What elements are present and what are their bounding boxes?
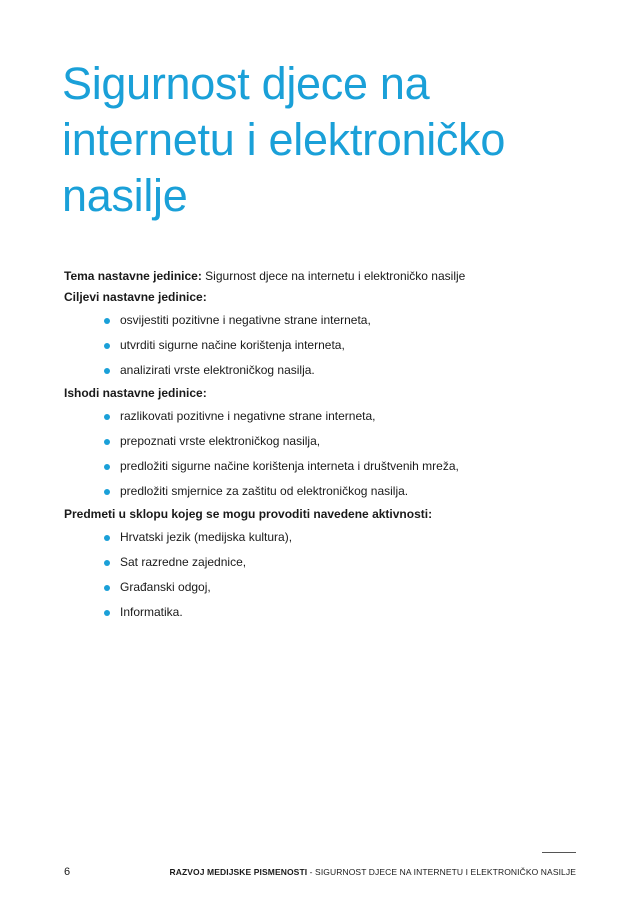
title-line: nasilje <box>62 170 188 221</box>
list-item: Informatika. <box>64 600 584 625</box>
topic-value: Sigurnost djece na internetu i elektroničko nasilje <box>201 269 466 283</box>
title-line: Sigurnost djece na <box>62 58 430 109</box>
list-item: osvijestiti pozitivne i negativne strane interneta, <box>64 308 584 333</box>
bullet-icon <box>104 464 110 470</box>
subjects-heading: Predmeti u sklopu kojeg se mogu provoditi navedene aktivnosti: <box>64 507 433 521</box>
list-item: razlikovati pozitivne i negativne strane interneta, <box>64 404 584 429</box>
list-item: Hrvatski jezik (medijska kultura), <box>64 525 584 550</box>
bullet-icon <box>104 610 110 616</box>
footer-series: RAZVOJ MEDIJSKE PISMENOSTI <box>169 867 308 877</box>
list-item: utvrditi sigurne načine korištenja interneta, <box>64 333 584 358</box>
goals-heading: Ciljevi nastavne jedinice: <box>64 290 207 304</box>
list-item: analizirati vrste elektroničkog nasilja. <box>64 358 584 383</box>
footer-rule <box>542 852 576 853</box>
outcomes-heading: Ishodi nastavne jedinice: <box>64 386 207 400</box>
bullet-icon <box>104 318 110 324</box>
bullet-icon <box>104 585 110 591</box>
lesson-body <box>64 266 584 625</box>
bullet-icon <box>104 414 110 420</box>
bullet-icon <box>104 560 110 566</box>
list-item: predložiti smjernice za zaštitu od elektroničkog nasilja. <box>64 479 584 504</box>
list-item: Sat razredne zajednice, <box>64 550 584 575</box>
list-item: Građanski odgoj, <box>64 575 584 600</box>
bullet-icon <box>104 489 110 495</box>
title-line: internetu i elektroničko <box>62 114 506 165</box>
bullet-icon <box>104 535 110 541</box>
list-item: predložiti sigurne načine korištenja interneta i društvenih mreža, <box>64 454 584 479</box>
list-item: prepoznati vrste elektroničkog nasilja, <box>64 429 584 454</box>
bullet-icon <box>104 439 110 445</box>
bullet-icon <box>104 368 110 374</box>
page-number: 6 <box>64 866 71 878</box>
topic-line <box>64 266 584 287</box>
footer-section: - SIGURNOST DJECE NA INTERNETU I ELEKTRONIČKO NASILJE <box>307 867 576 877</box>
bullet-icon <box>104 343 110 349</box>
page-title <box>62 56 582 224</box>
running-footer <box>170 867 576 877</box>
topic-label: Tema nastavne jedinice: <box>64 269 202 283</box>
